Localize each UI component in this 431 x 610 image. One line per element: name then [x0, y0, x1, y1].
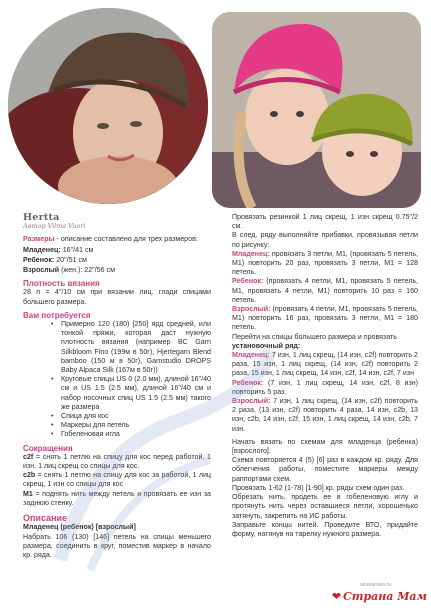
list-item: • Примерно 120 (180) [250] ярд средней, или тонкой пряжи, которая даст нужную плотность вязания (например BC Garn Silkbloom Fino (199м в 50г), Hjertegarn Blend bamboo (150 м в 50г), Garnstudio DROPS Baby Alpaca Silk (167м в 50г)) — [51, 320, 211, 375]
list-item: • Спица для кос — [51, 412, 211, 421]
list-item: • Гобеленовая игла — [51, 430, 211, 439]
pattern-title: Hertta — [23, 212, 60, 223]
list-item: • Маркеры для петель — [51, 421, 211, 430]
logo-heart-icon: ❤ — [331, 590, 342, 603]
size-label: Взрослый: — [232, 397, 271, 406]
gauge-text: 28 п = 4"/10 см при вязании лиц. глади спицами большего размера. — [23, 288, 211, 306]
pattern-author: Автор Vilma Vuori — [23, 222, 86, 231]
size-row-adult — [23, 266, 211, 275]
abbrev-item — [23, 471, 211, 489]
chart-intro: Начать вязать по схемам для младенца (ребенка) [взрослого]. — [232, 437, 418, 456]
abbrev-text: = снять 1 петлю на спицу для кос за работой, 1 лиц скрещ, 1 изн со спицы для кос — [23, 471, 211, 489]
sizes-intro-text: - описание составлено для трех размеров: — [54, 235, 198, 244]
materials-list — [23, 320, 211, 440]
finishing-text: Обрезать нить, продеть ее в гобеленовую иглу и протянуть нить через оставшиеся петли, хорошенько затянуть, закрепить на ИС работы. — [232, 493, 418, 520]
size-label: Ребенок: — [23, 255, 55, 264]
setup-text: 7 изн, 1 лиц скрещ, (14 изн, c2f) повторить 2 раза, 15 изн, 1 лиц скрещ, (14 изн, c2f) повторить 2 раза, 15 изн, 1 лиц скрещ, 14 изн, c2f, 14 изн, c2f, 7 изн — [232, 351, 418, 378]
increase-adult — [232, 305, 418, 333]
increase-text: (провязать 4 петли, M1, провязать 5 петель, M1, провязать 4 петли, M1) повторить 10 раз = 160 петель. — [232, 277, 418, 304]
list-item: • Круговые спицы US 0 (2.0 мм), длиной 16"/40 см и US 1.5 (2.5 мм), длиной 16"/40 см и набор носочных спиц US 1.5 (2.5 мм) такого же размера — [51, 375, 211, 412]
gauge-heading: Плотность вязания — [23, 279, 100, 289]
logo-text: Страна Мам — [343, 589, 427, 603]
description-text: Набрать 106 (130) [146] петель на спицы меньшего размера, соединить в круг, поместив маркер в начало кр. ряда. — [23, 532, 211, 559]
size-value: 20"/51 см — [54, 255, 87, 264]
size-label: Ребенок: — [232, 378, 264, 387]
size-label: Младенец: — [232, 249, 270, 258]
description-subheading: Младенец (ребенок) [взрослый] — [23, 523, 136, 532]
size-label: Младенец: — [23, 245, 61, 254]
ribbing-text: Провязать резинкой 1 лиц скрещ, 1 изн скрещ 0.75"/2 см. — [232, 213, 418, 231]
blocking-text: Заправьте концы нитей. Проведите ВТО, придайте форму, натянув на тарелку нужного размера. — [232, 520, 418, 538]
size-label: Взрослый — [23, 266, 60, 275]
setup-text: (7 изн, 1 лиц скрещ, 14 изн, c2f, 8 изн) повторить 5 раз. — [232, 378, 418, 396]
setup-adult — [232, 397, 418, 434]
size-label: Взрослый: — [232, 305, 271, 314]
abbrev-item — [23, 453, 211, 471]
materials-heading: Вам потребуется — [23, 310, 91, 320]
right-column — [232, 213, 418, 539]
abbrev-text: = поднять нить между петель и провязать ее изн за заднюю стенку. — [23, 489, 211, 507]
size-value: 16"/41 см — [60, 245, 94, 254]
size-value: (жен.): 22"/56 см — [59, 266, 115, 275]
increase-intro: В след. ряду выполняйте прибавки, провязывая петли по рисунку: — [232, 231, 418, 249]
increase-text: (провязать 4 петли, M1, провязать 5 петель, M1) повторить 16 раз, провязать 3 петли, M1 = 180 петель. — [232, 305, 418, 332]
photo-children-hats — [212, 12, 421, 208]
sizes-intro — [23, 235, 211, 244]
sizes-heading: Размеры — [23, 235, 55, 244]
chart-repeat-text: Схема повторяется 4 (5) [6] раз в каждом кр. ряду. Для облегчения работы, поместите маркеры между раппортами схем. — [232, 456, 418, 483]
left-column — [23, 213, 211, 560]
description-heading: Описание — [23, 513, 68, 524]
size-row-infant — [23, 246, 211, 255]
setup-child — [232, 379, 418, 397]
photo-woman-brown-hat — [8, 8, 208, 204]
size-label: Ребенок: — [232, 277, 264, 286]
increase-infant — [232, 250, 418, 278]
setup-text: 7 изн, 1 лиц скрещ, (14 изн, c2f) повторить 2 раза, (13 изн, c2f) повторить 4 раза, 14 изн, c2b, 13 изн, c2b, 14 изн, c2f, 15 изн, 1 лиц скрещ, 14 изн, c2b, 7 изн. — [232, 397, 418, 433]
chart-rows-text: Провязать 1-62 (1-78) [1-90] кр. ряды схем один раз. — [232, 483, 405, 492]
abbrev-key: c2f — [23, 452, 34, 461]
increase-child — [232, 277, 418, 305]
logo-url: stranamam.ru — [360, 582, 391, 588]
size-row-child — [23, 256, 211, 265]
abbrev-item — [23, 490, 211, 508]
site-logo — [332, 588, 427, 604]
size-label: Младенец: — [232, 351, 270, 360]
setup-row-heading: установочный ряд: — [232, 341, 301, 350]
switch-needles-text: Перейти на спицы большего размера и провязать — [232, 332, 397, 341]
abbrev-key: c2b — [23, 471, 36, 480]
abbrev-heading: Сокращения — [23, 443, 73, 453]
setup-infant — [232, 351, 418, 379]
increase-text: провязать 3 петли, M1, (провязать 5 петель, M1) повторить 20 раз, провязать 3 петли, M1 = 128 петель. — [232, 249, 418, 277]
abbrev-text: = снять 1 петлю на спицу для кос перед работой, 1 изн, 1 лиц скрещ со спицы для кос. — [23, 452, 211, 471]
abbrev-key: M1 — [23, 489, 33, 498]
